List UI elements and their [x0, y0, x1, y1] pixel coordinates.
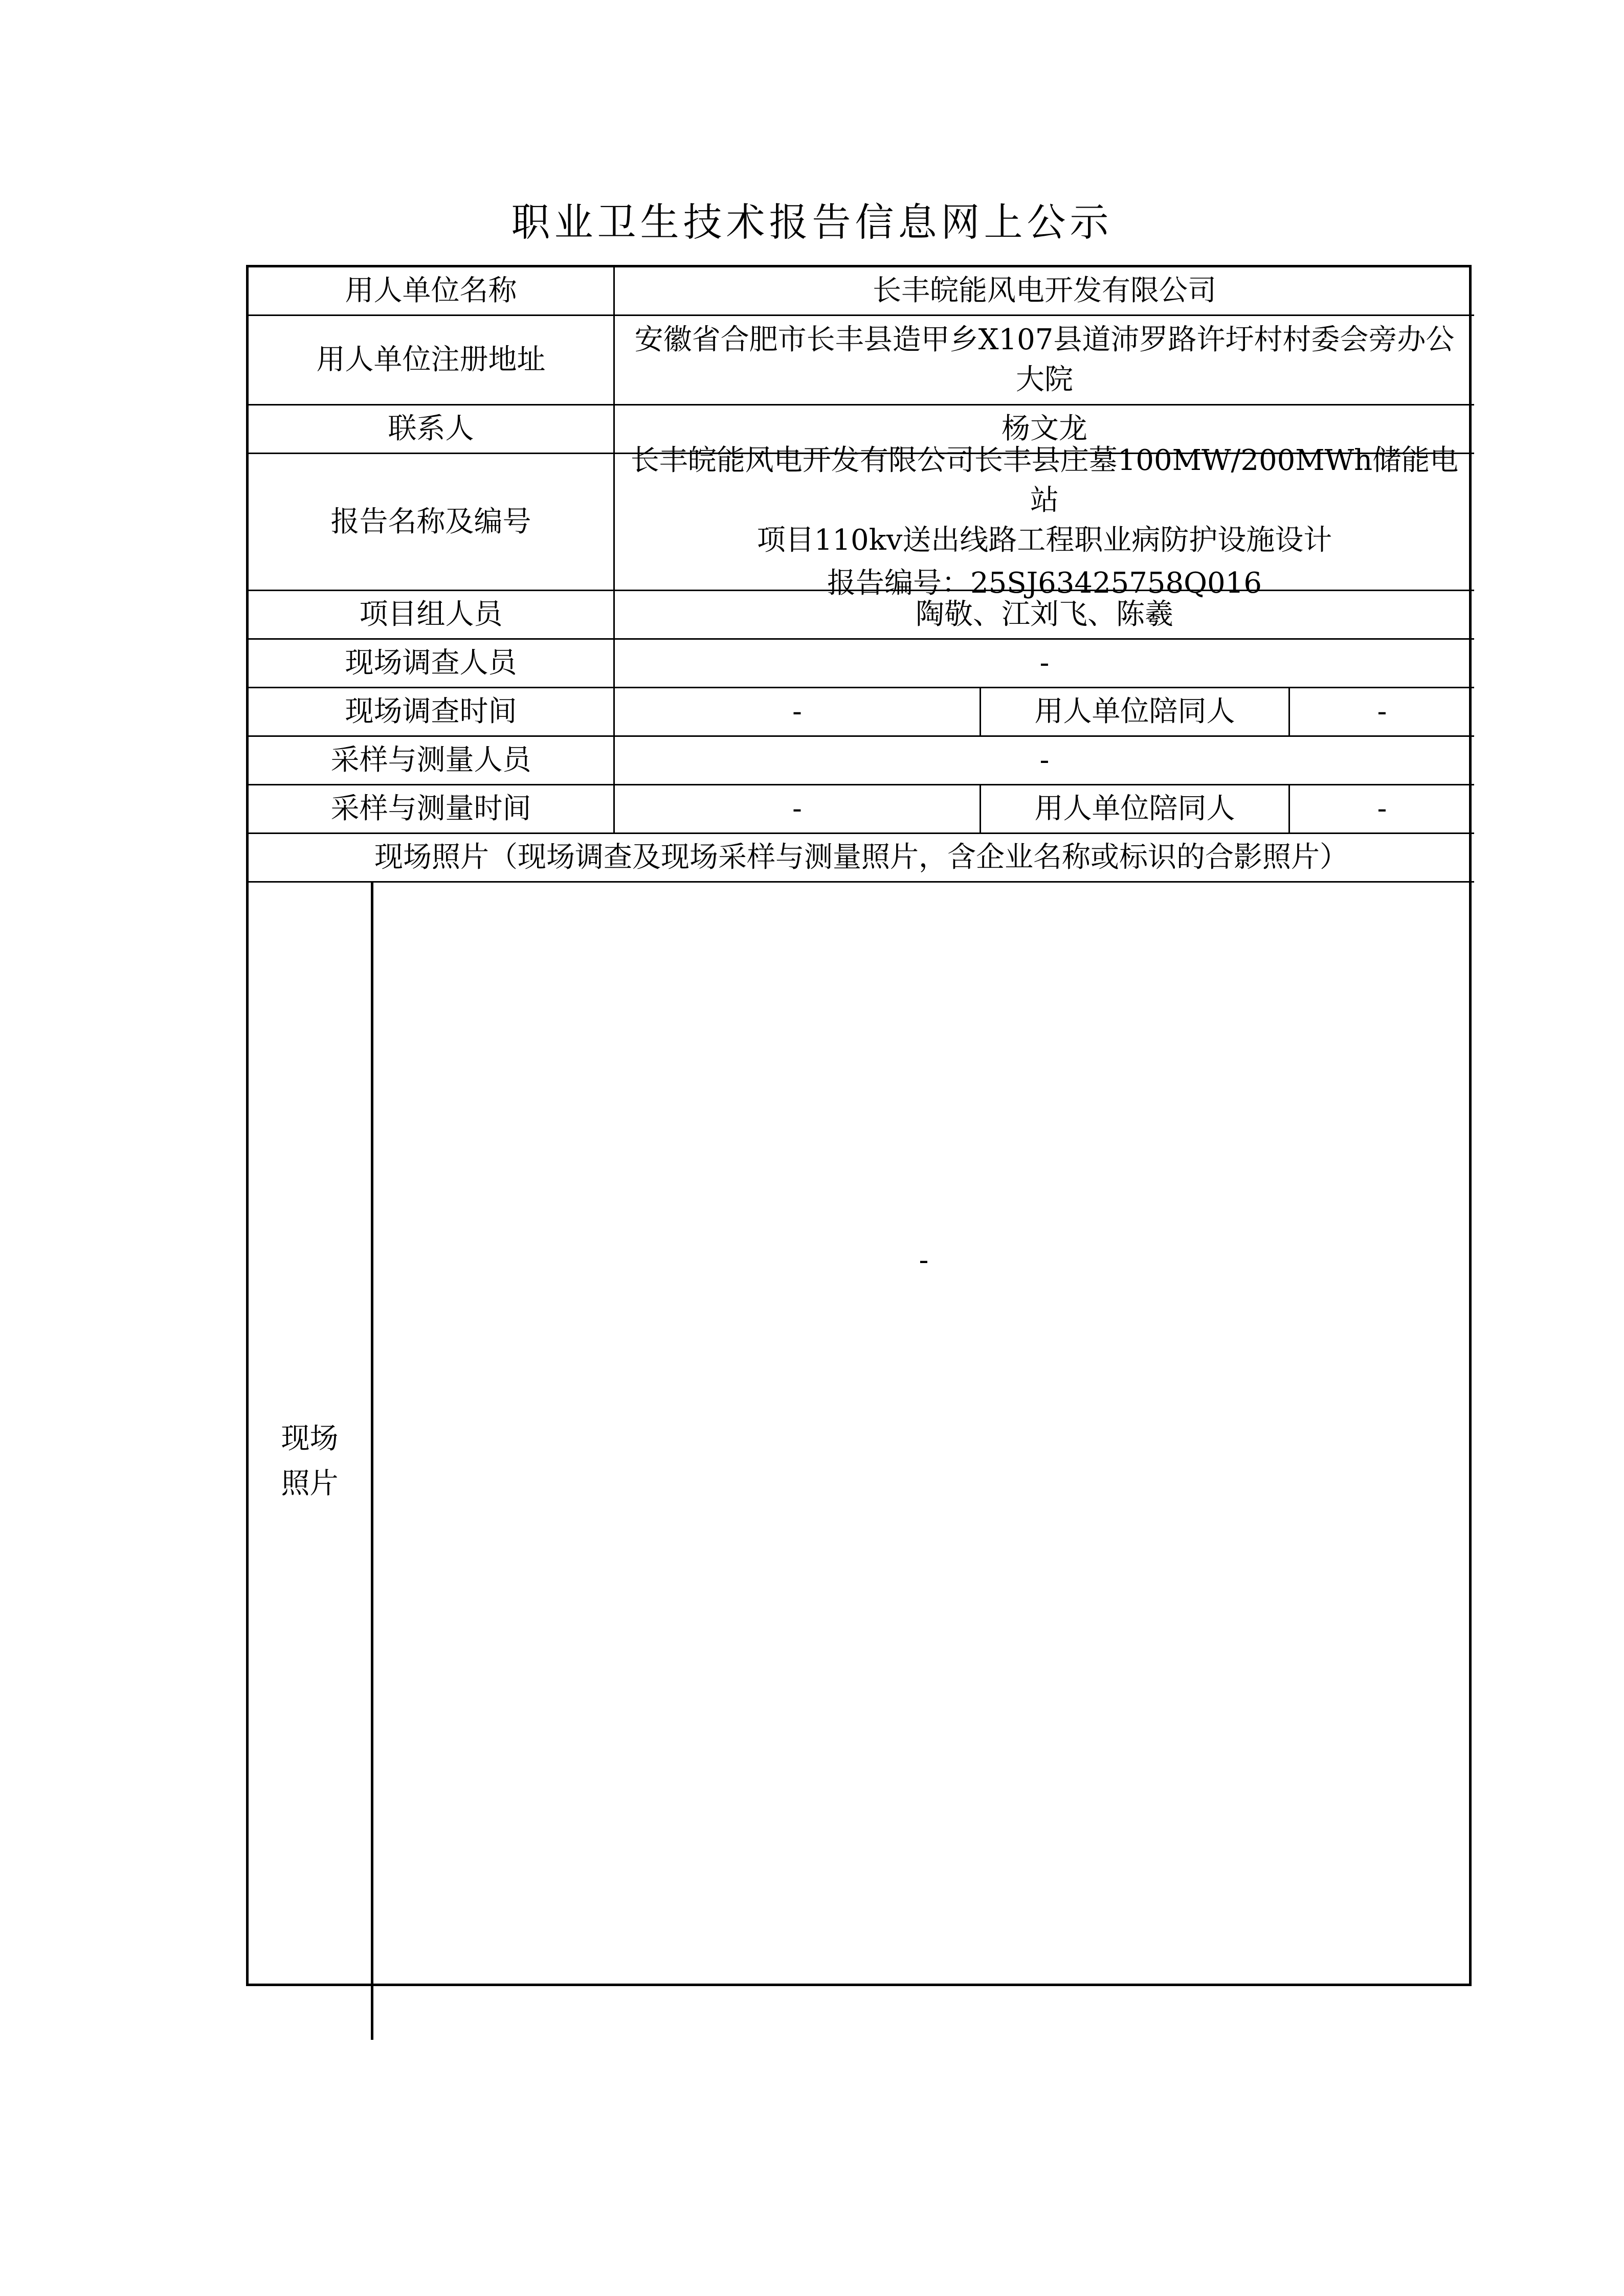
- sampling-time-value: -: [615, 785, 981, 834]
- employer-address-label: 用人单位注册地址: [249, 316, 615, 406]
- employer-address-line2: 大院: [1016, 363, 1073, 396]
- contact-value: 杨文龙: [615, 406, 1474, 454]
- report-label: 报告名称及编号: [249, 454, 615, 591]
- survey-companion-value: -: [1290, 688, 1474, 737]
- survey-time-label: 现场调查时间: [249, 688, 615, 737]
- survey-companion-label: 用人单位陪同人: [981, 688, 1290, 737]
- team-value: 陶敬、江刘飞、陈羲: [615, 591, 1474, 640]
- sampling-time-label: 采样与测量时间: [249, 785, 615, 834]
- employer-address-line1: 安徽省合肥市长丰县造甲乡X107县道沛罗路许圩村村委会旁办公: [634, 323, 1455, 356]
- report-number: 报告编号：25SJ63425758Q016: [827, 566, 1262, 600]
- employer-address-value: [615, 316, 1474, 406]
- contact-label: 联系人: [249, 406, 615, 454]
- page-title: 职业卫生技术报告信息网上公示: [511, 199, 1113, 245]
- report-name-line2: 项目110kv送出线路工程职业病防护设施设计: [757, 523, 1332, 557]
- report-name-line1: 长丰皖能风电开发有限公司长丰县庄墓100MW/200MWh储能电站: [630, 443, 1459, 517]
- survey-time-value: -: [615, 688, 981, 737]
- photos-area: -: [372, 883, 1474, 2040]
- survey-staff-value: -: [615, 640, 1474, 688]
- report-value: [615, 443, 1474, 600]
- team-label: 项目组人员: [249, 591, 615, 640]
- photos-label: 现场照片: [249, 883, 372, 2040]
- sampling-staff-label: 采样与测量人员: [249, 737, 615, 785]
- photos-header: 现场照片（现场调查及现场采样与测量照片，含企业名称或标识的合影照片）: [249, 834, 1474, 883]
- employer-name-label: 用人单位名称: [249, 267, 615, 316]
- employer-name-value: 长丰皖能风电开发有限公司: [615, 267, 1474, 316]
- sampling-companion-value: -: [1290, 785, 1474, 834]
- survey-staff-label: 现场调查人员: [249, 640, 615, 688]
- sampling-companion-label: 用人单位陪同人: [981, 785, 1290, 834]
- sampling-staff-value: -: [615, 737, 1474, 785]
- disclosure-table: [246, 265, 1472, 1986]
